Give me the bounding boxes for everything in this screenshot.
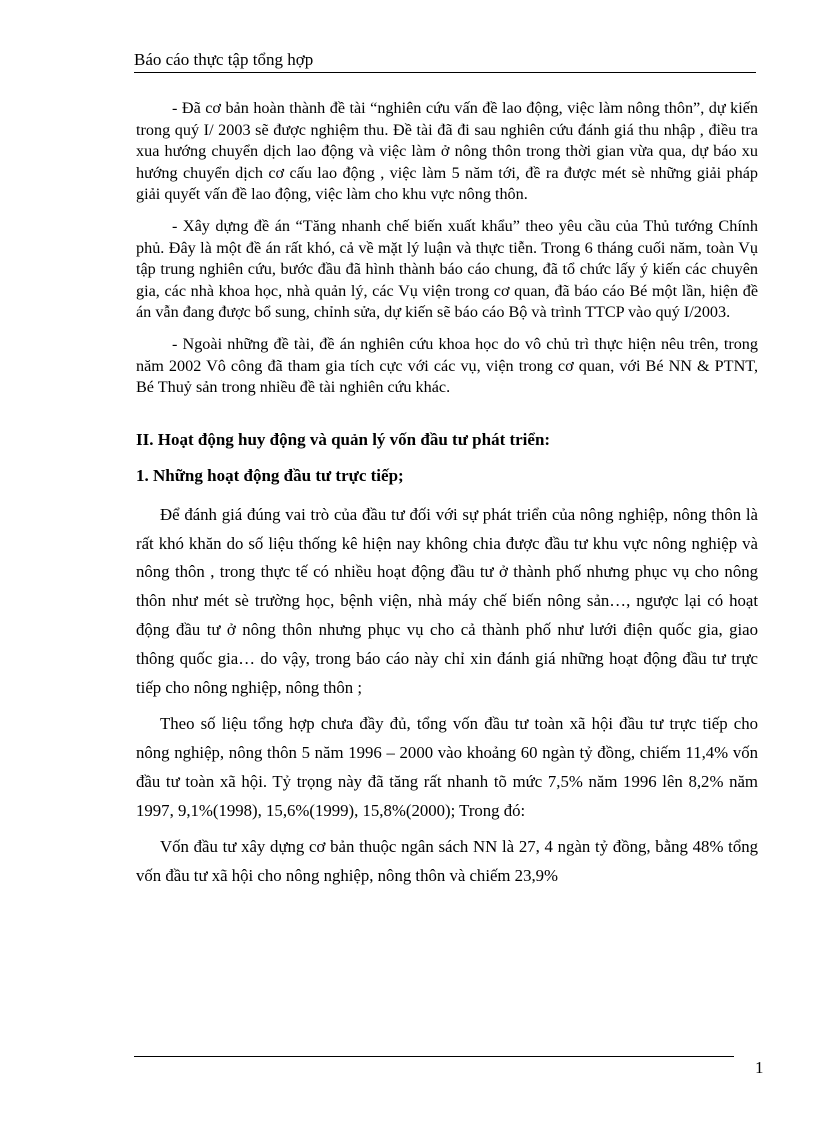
body-paragraph-1: Để đánh giá đúng vai trò của đầu tư đối với sự phát triển của nông nghiệp, nông thôn là rất khó khăn do số liệu thống kê hiện nay không chia được đầu tư khu vực nông nghiệp và nông thôn , trong thực tế có nhiều hoạt động đầu tư ở thành phố nhưng phục vụ cho nông thôn như mét sè trường học, bệnh viện, nhà máy chế biến nông sản…, ngược lại có hoạt động đầu tư ở nông thôn nhưng phục vụ cho cả thành phố như lưới điện quốc gia, giao thông quốc gia… do vậy, trong báo cáo này chỉ xin đánh giá những hoạt động đầu tư trực tiếp cho nông nghiệp, nông thôn ;	[136, 504, 758, 697]
body-paragraph-2: Theo số liệu tổng hợp chưa đầy đủ, tổng vốn đầu tư toàn xã hội đầu tư trực tiếp cho nông nghiệp, nông thôn 5 năm 1996 – 2000 vào khoảng 60 ngàn tỷ đồng, chiếm 11,4% vốn đầu tư toàn xã hội. Tỷ trọng này đã tăng rất nhanh tõ mức 7,5% năm 1996 lên 8,2% năm 1997, 9,1%(1998), 15,6%(1999), 15,8%(2000); Trong đó:	[136, 714, 758, 820]
bullet-paragraph-2: - Xây dựng đề án “Tăng nhanh chế biến xuất khẩu” theo yêu cầu của Thủ tướng Chính phủ. Đây là một đề án rất khó, cả về mặt lý luận và thực tiễn. Trong 6 tháng cuối năm, toàn Vụ tập trung nghiên cứu, bước đầu đã hình thành báo cáo chung, đã tổ chức lấy ý kiến các chuyên gia, các nhà khoa học, nhà quản lý, các Vụ viện trong cơ quan, đã báo cáo Bé một lần, hiện đề án vẫn đang được bổ sung, chỉnh sửa, dự kiến sẽ báo cáo Bộ và trình TTCP vào quý I/2003.	[136, 216, 758, 322]
page-header	[134, 50, 756, 73]
document-body	[136, 98, 758, 899]
body-paragraph-3: Vốn đầu tư xây dựng cơ bản thuộc ngân sách NN là 27, 4 ngàn tỷ đồng, bằng 48% tổng vốn đầu tư xã hội cho nông nghiệp, nông thôn và chiếm 23,9%	[136, 837, 758, 886]
header-title: Báo cáo thực tập tổng hợp	[134, 50, 314, 69]
page-number: 1	[755, 1058, 764, 1077]
footer-divider	[134, 1056, 734, 1057]
section-heading: II. Hoạt động huy động và quản lý vốn đầu tư phát triển:	[136, 429, 551, 449]
bullet-paragraph-1: - Đã cơ bản hoàn thành đề tài “nghiên cứu vấn đề lao động, việc làm nông thôn”, dự kiến trong quý I/ 2003 sẽ được nghiệm thu. Đề tài đã đi sau nghiên cứu đánh giá thu nhập , điều tra xua hướng chuyển dịch lao động và việc làm ở nông thôn trong thời gian vừa qua, dự báo xu hướng chuyển dịch cơ cấu lao động , việc làm 5 năm tới, đề ra được mét sè những giải pháp giải quyết vấn đề lao động, việc làm cho khu vực nông thôn.	[136, 99, 758, 204]
bullet-paragraph-3: - Ngoài những đề tài, đề án nghiên cứu khoa học do vô chủ trì thực hiện nêu trên, trong năm 2002 Vô công đã tham gia tích cực với các vụ, viện trong cơ quan, với Bé NN & PTNT, Bé Thuỷ sản trong nhiều đề tài nghiên cứu khác.	[136, 334, 758, 397]
subsection-heading: 1. Những hoạt động đầu tư trực tiếp;	[136, 465, 404, 485]
